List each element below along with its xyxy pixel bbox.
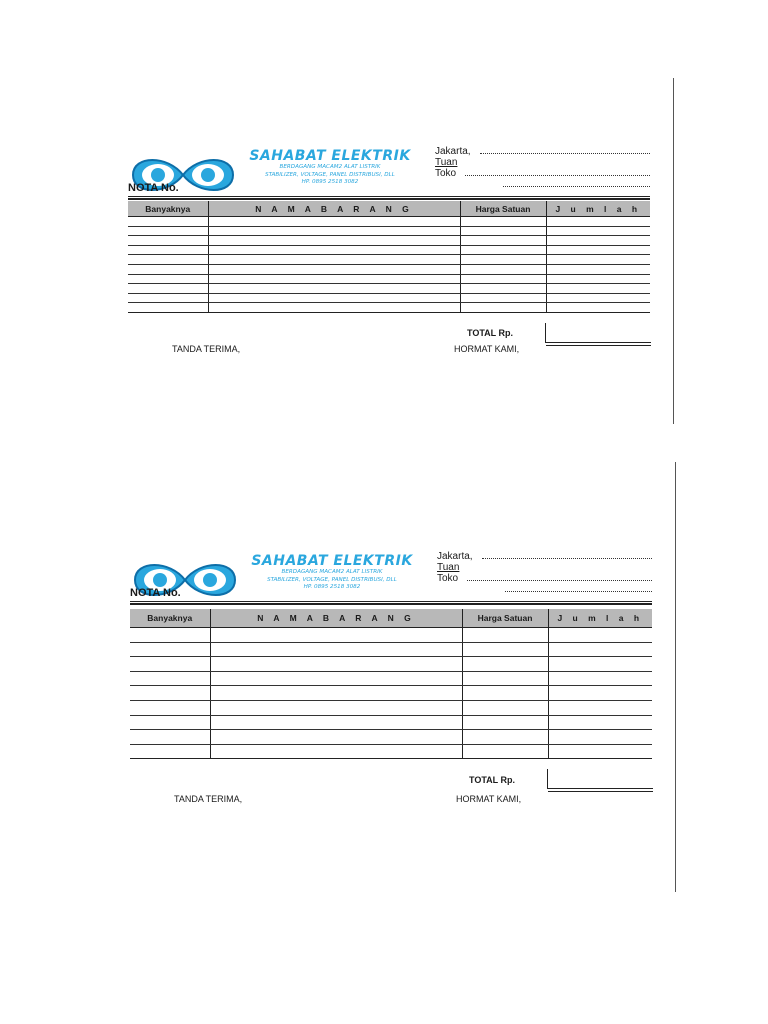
- mister-field[interactable]: [435, 157, 650, 168]
- extra-field[interactable]: [437, 584, 652, 595]
- brand-products: STABILIZER, VOLTAGE, PANEL DISTRIBUSI, DLL: [265, 171, 395, 178]
- cut-line-top: [673, 78, 674, 424]
- city-field[interactable]: [437, 551, 652, 562]
- brand-phone: HP. 0895 2518 3082: [301, 179, 359, 185]
- extra-dotted-line: [503, 186, 650, 187]
- brand-phone: HP. 0895 2518 3082: [303, 584, 361, 590]
- brand-name: SAHABAT ELEKTRIK: [251, 553, 413, 569]
- mister-label: Tuan: [437, 562, 460, 573]
- items-table: [130, 609, 652, 759]
- col-quantity: Banyaknya: [130, 609, 210, 628]
- brand-products: STABILIZER, VOLTAGE, PANEL DISTRIBUSI, DLL: [267, 576, 397, 583]
- table-row[interactable]: [128, 293, 650, 303]
- top-rule: [128, 196, 650, 197]
- col-quantity: Banyaknya: [128, 201, 208, 217]
- table-row[interactable]: [128, 226, 650, 236]
- brand-block: [242, 553, 422, 592]
- table-row[interactable]: [128, 284, 650, 294]
- shop-dotted-line: [465, 175, 650, 176]
- table-row[interactable]: [128, 255, 650, 265]
- table-row[interactable]: [130, 744, 652, 759]
- cut-line-bottom: [675, 462, 676, 892]
- table-row[interactable]: [128, 217, 650, 227]
- city-dotted-line: [482, 558, 652, 559]
- top-rule-thick: [128, 198, 650, 200]
- total-amount-box[interactable]: [545, 323, 651, 343]
- table-row[interactable]: [130, 730, 652, 745]
- shop-label: Toko: [435, 168, 457, 179]
- city-field[interactable]: [435, 146, 650, 157]
- col-unit-price: Harga Satuan: [462, 609, 548, 628]
- extra-dotted-line: [505, 591, 652, 592]
- table-row[interactable]: [128, 303, 650, 313]
- receiver-signature-label: TANDA TERIMA,: [172, 344, 241, 354]
- table-row[interactable]: [130, 715, 652, 730]
- col-unit-price: Harga Satuan: [460, 201, 546, 217]
- top-rule-thick: [130, 603, 652, 605]
- brand-name: SAHABAT ELEKTRIK: [249, 148, 411, 164]
- nota-number-label: NOTA No.: [130, 587, 181, 599]
- table-row[interactable]: [130, 700, 652, 715]
- table-row[interactable]: [128, 245, 650, 255]
- shop-dotted-line: [467, 580, 652, 581]
- table-row[interactable]: [130, 642, 652, 657]
- sender-signature-label: HORMAT KAMI,: [456, 794, 522, 804]
- city-label: Jakarta,: [435, 146, 471, 157]
- total-label: TOTAL Rp.: [469, 775, 515, 785]
- shop-field[interactable]: [437, 573, 652, 584]
- col-amount: J u m l a h: [546, 201, 650, 217]
- table-row[interactable]: [130, 628, 652, 643]
- table-row[interactable]: [130, 657, 652, 672]
- col-item-name: N A M A B A R A N G: [210, 609, 462, 628]
- table-row[interactable]: [128, 236, 650, 246]
- table-row[interactable]: [130, 671, 652, 686]
- brand-tagline: BERDAGANG MACAM2 ALAT LISTRIK: [279, 164, 381, 170]
- col-item-name: N A M A B A R A N G: [208, 201, 460, 217]
- col-amount: J u m l a h: [548, 609, 652, 628]
- top-rule: [130, 601, 652, 602]
- nota-number-label: NOTA No.: [128, 182, 179, 194]
- extra-field[interactable]: [435, 179, 650, 190]
- shop-field[interactable]: [435, 168, 650, 179]
- brand-block: [240, 148, 420, 187]
- total-label: TOTAL Rp.: [467, 328, 513, 338]
- table-row[interactable]: [130, 686, 652, 701]
- invoice-form-2: [130, 551, 652, 804]
- customer-fields: [435, 146, 650, 190]
- customer-fields: [437, 551, 652, 595]
- city-dotted-line: [480, 153, 650, 154]
- city-label: Jakarta,: [437, 551, 473, 562]
- invoice-form-1: [128, 146, 650, 366]
- table-row[interactable]: [128, 274, 650, 284]
- total-amount-box[interactable]: [547, 769, 653, 789]
- sender-signature-label: HORMAT KAMI,: [454, 344, 520, 354]
- brand-tagline: BERDAGANG MACAM2 ALAT LISTRIK: [281, 569, 383, 575]
- mister-field[interactable]: [437, 562, 652, 573]
- table-row[interactable]: [128, 264, 650, 274]
- receiver-signature-label: TANDA TERIMA,: [174, 794, 243, 804]
- mister-label: Tuan: [435, 157, 458, 168]
- items-table: [128, 201, 650, 313]
- shop-label: Toko: [437, 573, 459, 584]
